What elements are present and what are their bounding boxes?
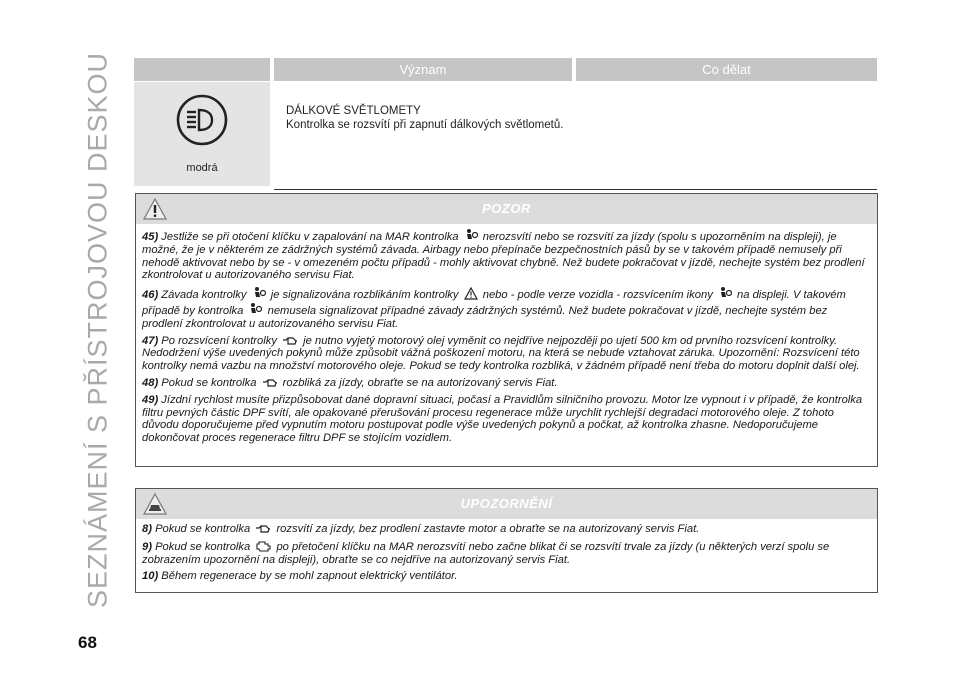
table-header-blank xyxy=(134,58,270,81)
section-title: SEZNÁMENÍ S PŘÍSTROJOVOU DESKOU xyxy=(82,51,113,609)
caution-box-header xyxy=(136,489,877,519)
note-47: 47) Po rozsvícení kontrolky je nutno vyjetý motorový olej vyměnit co nejdříve nejpozději po ujetí 500 km od prvního rozsvícení kontrolky. Nedodržení výše uvedených pokynů může způsobit vážná poškození motoru, na která se nebude vztahovat záruka. Upozornění: Rozsvícení této kontrolky nemá vazbu na množství motorového oleje. Pokud se tedy kontrolka rozbliká, v žádném případě není třeba do motoru doplnit další olej. xyxy=(142,334,860,373)
page-number: 68 xyxy=(78,633,97,652)
note-48: 48) Pokud se kontrolka rozbliká za jízdy, obraťte se na autorizovaný servis Fiat. xyxy=(142,376,558,389)
table-divider xyxy=(274,189,877,190)
note-10: 10) Během regenerace by se mohl zapnout elektrický ventilátor. xyxy=(142,570,458,583)
caution-box-content xyxy=(136,519,877,591)
high-beam-icon xyxy=(176,94,228,146)
warning-box xyxy=(135,193,878,467)
warning-box-content xyxy=(136,224,877,453)
warning-box-header xyxy=(136,194,877,224)
oil-change-icon xyxy=(262,378,278,388)
row-title: DÁLKOVÉ SVĚTLOMETY xyxy=(286,105,421,117)
airbag-warning-icon xyxy=(252,286,266,300)
table-header-meaning: Význam xyxy=(274,58,572,81)
table-header-action: Co dělat xyxy=(576,58,877,81)
general-warning-icon xyxy=(464,287,478,300)
oil-change-icon xyxy=(282,336,298,346)
note-45: 45) Jestliže se při otočení klíčku v zapalování na MAR kontrolka nerozsvítí nebo se rozsvítí za jízdy (spolu s upozorněním na displeji), je možné, že je v některém ze zádržných systémů závada. Airbagy nebo přepínače bezpečnostních pásů by se v takovém případě nemusely při nehodě aktivovat nebo by se - v omezeném počtu případů - mohly aktivovat chybně. Než budete pokračovat v jízdě, nechejte systém bez prodlení zkontrolovat u autorizovaného servisu Fiat. xyxy=(142,228,869,282)
airbag-warning-icon xyxy=(718,286,732,300)
warning-light-table xyxy=(134,58,877,191)
icon-color-label: modrá xyxy=(186,162,218,174)
airbag-warning-icon xyxy=(248,302,262,316)
oil-change-icon xyxy=(255,524,271,534)
table-description xyxy=(286,104,563,132)
caution-box xyxy=(135,488,878,593)
note-9: 9) Pokud se kontrolka po přetočení klíčku na MAR nerozsvítí nebo začne blikat či se rozsvítí trvale za jízdy (u některých verzí spolu se zobrazením upozornění na displeji), obraťte se co nejdříve na autorizovaný servis Fiat. xyxy=(142,540,830,566)
airbag-warning-icon xyxy=(464,228,478,242)
caution-box-title: UPOZORNĚNÍ xyxy=(460,496,553,511)
note-46: 46) Závada kontrolky je signalizována rozblikáním kontrolky nebo - podle verze vozidla - rozsvícením ikony na displeji. V takovém případě by kontrolka nemusela signalizovat případné závady zádržných systémů. Než budete pokračovat v jízdě, nechejte systém bez prodlení zkontrolovat u autorizovaného servisu Fiat. xyxy=(142,286,869,330)
engine-check-icon xyxy=(255,540,271,552)
note-8: 8) Pokud se kontrolka rozsvítí za jízdy, bez prodlení zastavte motor a obraťte se na autorizovaný servis Fiat. xyxy=(142,523,700,535)
row-text: Kontrolka se rozsvítí při zapnutí dálkových světlometů. xyxy=(286,119,564,131)
warning-box-title: POZOR xyxy=(482,201,531,216)
table-icon-cell xyxy=(134,82,270,186)
note-49: 49) Jízdní rychlost musíte přizpůsobovat dané dopravní situaci, počasí a Pravidlům silničního provozu. Motor lze vypnout i v případě, že kontrolka filtru pevných částic DPF svítí, ale opakované přerušování procesu regenerace může urychlit rychlejší degradaci motorového oleje. Z tohoto důvodu doporučujeme před vypnutím motoru postupovat podle výše uvedených pokynů a počkat, až kontrolka zhasne. Nedoporučujeme dokončovat proces regenerace filtru DPF se stojícím vozidlem. xyxy=(142,393,863,445)
